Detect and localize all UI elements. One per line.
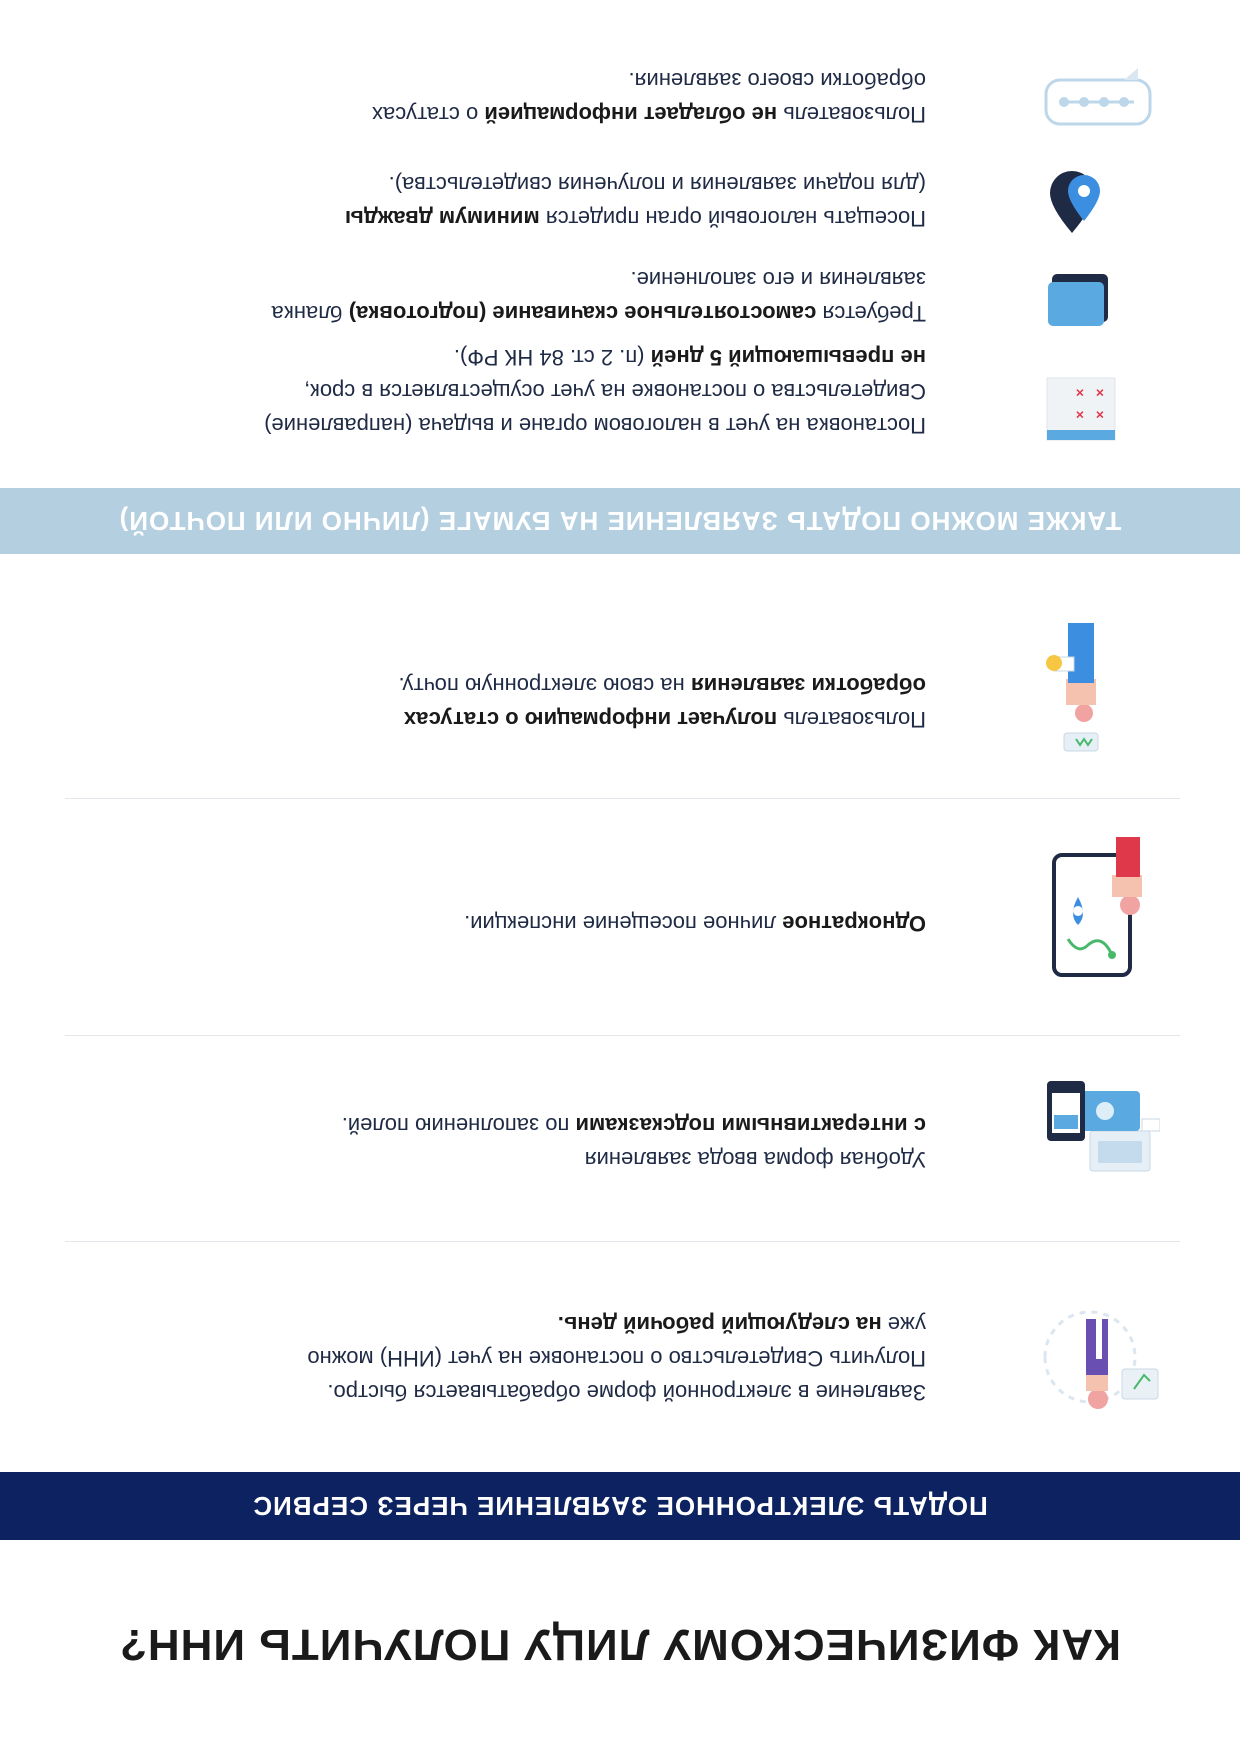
svg-text:×: × <box>1075 407 1084 423</box>
location-pin-icon <box>1040 169 1160 239</box>
electronic-item-convenient-form <box>0 1036 1240 1241</box>
emphasis-text: минимум дважды <box>344 206 540 231</box>
text-line: личное посещение инспекции. <box>464 911 783 936</box>
text-line: бланка <box>271 301 349 326</box>
text-line: Получить Свидетельство о постановке на учет (ИНН) можно <box>307 1346 926 1371</box>
paper-submission-banner <box>0 488 1240 554</box>
emphasis-text: Однократное <box>782 911 926 936</box>
svg-text:×: × <box>1075 385 1084 401</box>
text-line: Удобная форма ввода заявления <box>584 1147 926 1172</box>
text-line: Пользователь <box>777 707 926 732</box>
text-line: Свидетельства о постановке на учет осуществляется в срок, <box>304 379 926 404</box>
paper-item-text <box>66 262 926 330</box>
text-line: Постановка на учет в налоговом органе и выдача (направление) <box>264 413 926 438</box>
document-icon <box>1040 266 1160 326</box>
text-line: (п. 2 ст. 84 НК РФ). <box>453 345 651 370</box>
devices-form-icon <box>1040 1071 1160 1191</box>
text-line: заявления и его заполнение. <box>630 267 926 292</box>
person-notification-icon <box>1040 603 1160 763</box>
electronic-item-text <box>66 668 926 736</box>
electronic-item-text <box>66 1108 926 1176</box>
person-phone-map-icon <box>1040 835 1160 985</box>
chat-bubble-icon <box>1040 64 1160 134</box>
paper-item-no-status <box>0 49 1240 159</box>
text-line: Пользователь <box>777 102 926 127</box>
divider <box>65 1035 1180 1036</box>
text-line: обработки своего заявления. <box>628 68 926 93</box>
electronic-service-banner[interactable] <box>0 1472 1240 1540</box>
text-line: (для подачи заявления и получения свидетельства). <box>388 172 926 197</box>
emphasis-text: самостоятельное скачивание (подготовка) <box>348 301 817 326</box>
text-line: по заполнению полей. <box>341 1113 576 1138</box>
svg-text:×: × <box>1095 385 1104 401</box>
divider <box>65 798 1180 799</box>
text-line: Требуется <box>816 301 926 326</box>
paper-item-text <box>66 63 926 131</box>
paper-item-text <box>66 340 926 442</box>
emphasis-text: не превышающий 5 дней <box>650 345 926 370</box>
electronic-item-single-visit <box>0 799 1240 1035</box>
electronic-service-banner-label: ПОДАТЬ ЭЛЕКТРОННОЕ ЗАЯВЛЕНИЕ ЧЕРЕЗ СЕРВИС <box>252 1491 988 1522</box>
text-line: о статусах <box>372 102 485 127</box>
person-clock-icon <box>1040 1299 1160 1419</box>
electronic-item-fast-processing <box>0 1249 1240 1449</box>
text-line: на свою электронную почту. <box>398 673 691 698</box>
svg-text:×: × <box>1095 407 1104 423</box>
electronic-item-text <box>66 1307 926 1409</box>
text-line: уже <box>881 1312 926 1337</box>
divider <box>65 1241 1180 1242</box>
text-line: Посещать налоговый орган придется <box>539 206 926 231</box>
emphasis-text: обработки заявления <box>690 673 926 698</box>
paper-submission-banner-label: ТАКЖЕ МОЖНО ПОДАТЬ ЗАЯВЛЕНИЕ НА БУМАГЕ (ЛИЧНО ИЛИ ПОЧТОЙ) <box>118 506 1122 537</box>
page-title: КАК ФИЗИЧЕСКОМУ ЛИЦУ ПОЛУЧИТЬ ИНН? <box>119 1620 1121 1669</box>
paper-item-registration-term <box>0 344 1240 484</box>
emphasis-text: не обладает информацией <box>484 102 778 127</box>
emphasis-text: с интерактивными подсказками <box>575 1113 926 1138</box>
paper-item-two-visits <box>0 159 1240 249</box>
paper-item-text <box>66 167 926 235</box>
electronic-item-status-info <box>0 558 1240 798</box>
emphasis-text: на следующий рабочий день. <box>557 1312 882 1337</box>
emphasis-text: получает информацию о статусах <box>403 707 778 732</box>
calendar-icon <box>1040 364 1160 444</box>
text-line: Заявление в электронной форме обрабатывается быстро. <box>327 1380 926 1405</box>
paper-item-manual-form <box>0 249 1240 344</box>
electronic-item-text <box>66 906 926 940</box>
